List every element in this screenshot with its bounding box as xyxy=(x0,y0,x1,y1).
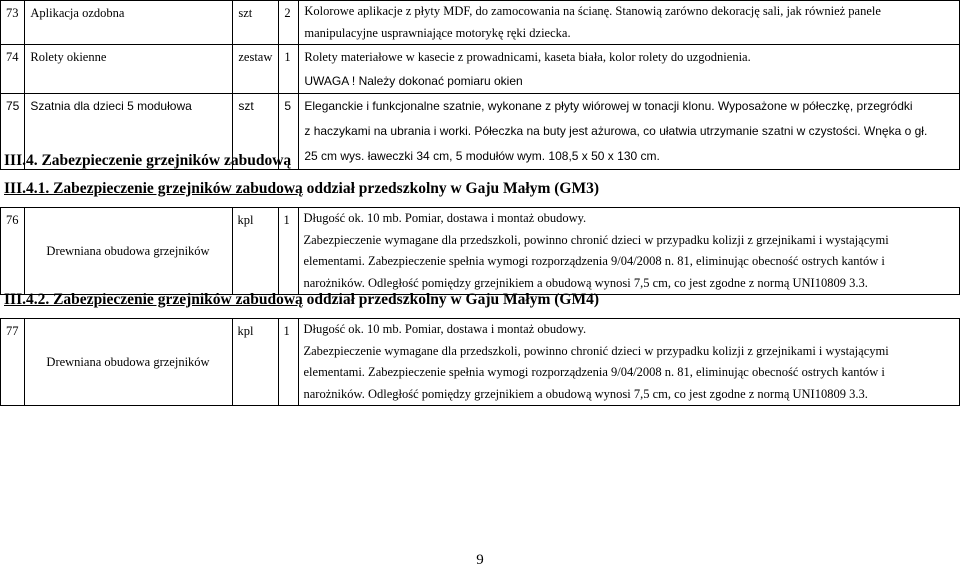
description-line: elementami. Zabezpieczenie spełnia wymogi rozporządzenia 9/04/2008 n. 81, eliminując obecność ostrych kantów i xyxy=(303,365,885,379)
description-line: Zabezpieczenie wymagane dla przedszkoli, powinno chronić dzieci w przypadku kolizji z grzejnikami i wystającymi xyxy=(303,343,889,358)
subsection-title: III.4.2. Zabezpieczenie grzejników zabudową xyxy=(4,291,303,308)
item-unit: kpl xyxy=(232,208,278,295)
description-line: manipulacyjne usprawniające motorykę ręki dziecka. xyxy=(304,25,571,40)
description-line: Rolety materiałowe w kasecie z prowadnicami, kaseta biała, kolor rolety do uzgodnienia. xyxy=(304,50,751,64)
item-quantity: 1 xyxy=(278,208,298,295)
items-table-1 xyxy=(0,0,960,170)
description-line: narożników. Odległość pomiędzy grzejnikiem a obudową wynosi 7,5 cm, co jest zgodne z normą UNI10809 3.3. xyxy=(303,386,868,401)
item-quantity: 1 xyxy=(278,319,298,406)
item-name: Rolety okienne xyxy=(25,45,233,94)
item-number: 77 xyxy=(1,319,25,406)
item-quantity: 2 xyxy=(279,1,299,45)
item-number: 75 xyxy=(1,94,25,170)
item-unit: szt xyxy=(233,1,279,45)
item-description xyxy=(299,45,960,94)
item-name: Drewniana obudowa grzejników xyxy=(24,208,232,295)
description-line: z haczykami na ubrania i worki. Półeczka na buty jest ażurowa, co ułatwia utrzymanie szatni w czystości. Wnęka o gł. xyxy=(304,124,928,138)
subsection-location: oddział przedszkolny w Gaju Małym (GM4) xyxy=(302,291,600,308)
description-line: narożników. Odległość pomiędzy grzejnikiem a obudową wynosi 7,5 cm, co jest zgodne z normą UNI10809 3.3. xyxy=(303,275,868,290)
description-line: 25 cm wys. ławeczki 34 cm, 5 modułów wym. 108,5 x 50 x 130 cm. xyxy=(304,149,660,163)
description-line: Długość ok. 10 mb. Pomiar, dostawa i montaż obudowy. xyxy=(303,211,587,225)
item-unit: zestaw xyxy=(233,45,279,94)
description-line: Długość ok. 10 mb. Pomiar, dostawa i montaż obudowy. xyxy=(303,322,587,336)
subsection-location: oddział przedszkolny w Gaju Małym (GM3) xyxy=(302,180,600,197)
description-line: elementami. Zabezpieczenie spełnia wymogi rozporządzenia 9/04/2008 n. 81, eliminując obecność ostrych kantów i xyxy=(303,254,885,268)
table-row xyxy=(1,1,960,45)
description-line: Eleganckie i funkcjonalne szatnie, wykonane z płyty wiórowej w tonacji klonu. Wyposażone w półeczkę, przegródki xyxy=(304,99,913,113)
subsection-title: III.4.1. Zabezpieczenie grzejników zabudową xyxy=(4,180,303,197)
item-number: 73 xyxy=(1,1,25,45)
description-line: Zabezpieczenie wymagane dla przedszkoli, powinno chronić dzieci w przypadku kolizji z grzejnikami i wystającymi xyxy=(303,232,889,247)
table-row xyxy=(1,208,960,295)
subsection-heading xyxy=(4,180,599,198)
item-description xyxy=(299,1,960,45)
item-number: 76 xyxy=(1,208,25,295)
table-row xyxy=(1,45,960,94)
items-table-2 xyxy=(0,207,960,295)
item-name: Szatnia dla dzieci 5 modułowa xyxy=(25,94,233,170)
item-unit: szt xyxy=(233,94,279,170)
item-quantity: 5 xyxy=(279,94,299,170)
subsection-heading xyxy=(4,291,599,309)
description-line: Kolorowe aplikacje z płyty MDF, do zamocowania na ścianę. Stanowią zarówno dekorację sali, jak również panele xyxy=(304,4,881,18)
item-quantity: 1 xyxy=(279,45,299,94)
warning-note: UWAGA ! Należy dokonać pomiaru okien xyxy=(304,74,523,88)
item-name: Aplikacja ozdobna xyxy=(25,1,233,45)
items-table-3 xyxy=(0,318,960,406)
item-number: 74 xyxy=(1,45,25,94)
item-unit: kpl xyxy=(232,319,278,406)
item-description xyxy=(298,319,960,406)
item-description xyxy=(299,94,960,170)
item-name: Drewniana obudowa grzejników xyxy=(24,319,232,406)
table-row xyxy=(1,319,960,406)
item-description xyxy=(298,208,960,295)
section-heading: III.4. Zabezpieczenie grzejników zabudową xyxy=(4,152,292,169)
page-number: 9 xyxy=(476,552,484,568)
